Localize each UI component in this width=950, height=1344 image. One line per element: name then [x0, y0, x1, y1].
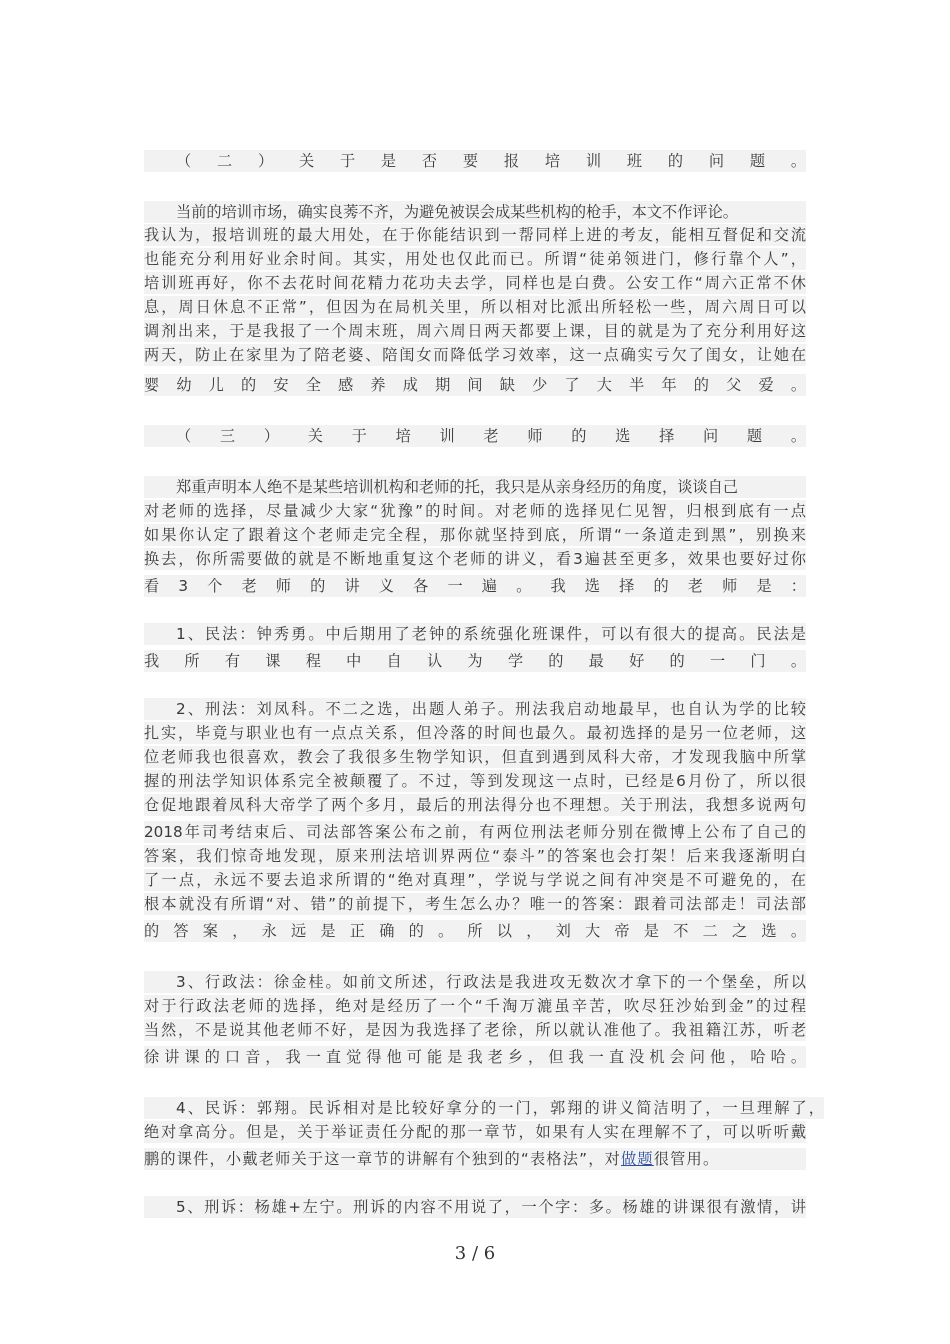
paragraph-line: 了一点，永远不要去追求所谓的“绝对真理”，学说与学说之间有冲突是不可避免的，在 — [144, 871, 806, 889]
paragraph-line: 当然，不是说其他老师不好，是因为我选择了老徐，所以就认准他了。我祖籍江苏，听老 — [144, 1021, 806, 1039]
paragraph-line: 握的刑法学知识体系完全被颠覆了。不过，等到发现这一点时，已经是6月份了，所以很 — [144, 772, 806, 790]
page-number: 3 / 6 — [454, 1243, 496, 1264]
paragraph-line: 两天，防止在家里为了陪老婆、陪闺女而降低学习效率，这一点确实亏欠了闺女，让她在 — [144, 346, 806, 364]
paragraph-line: 绝对拿高分。但是，关于举证责任分配的那一章节，如果有人实在理解不了，可以听听戴 — [144, 1123, 806, 1141]
paragraph-line: 2018年司考结束后、司法部答案公布之前，有两位刑法老师分别在微博上公布了自己的 — [144, 823, 806, 841]
paragraph-line: 徐讲课的口音，我一直觉得他可能是我老乡，但我一直没机会问他，哈哈。 — [144, 1048, 806, 1066]
paragraph-line: 扎实，毕竟与职业也有一点点关系，但冷落的时间也最久。最初选择的是另一位老师，这 — [144, 724, 806, 742]
practice-link[interactable]: 做题 — [621, 1150, 654, 1168]
paragraph-line: 婴幼儿的安全感养成期间缺少了大半年的父爱。 — [144, 376, 806, 394]
paragraph-line: 对于行政法老师的选择，绝对是经历了一个“千淘万漉虽辛苦，吹尽狂沙始到金”的过程 — [144, 997, 806, 1015]
paragraph-line: 调剂出来，于是我报了一个周末班，周六周日两天都要上课，目的就是为了充分利用好这 — [144, 322, 806, 340]
section-heading-2: （二）关于是否要报培训班的问题。 — [144, 150, 806, 172]
paragraph-line: 我认为，报培训班的最大用处，在于你能结识到一帮同样上进的考友，能相互督促和交流 — [144, 226, 806, 244]
paragraph-line: 1、民法：钟秀勇。中后期用了老钟的系统强化班课件，可以有很大的提高。民法是 — [144, 623, 806, 645]
paragraph-text: 很管用。 — [653, 1150, 720, 1168]
paragraph-line: 5、刑诉：杨雄+左宁。刑诉的内容不用说了，一个字：多。杨雄的讲课很有激情，讲 — [144, 1196, 806, 1218]
paragraph-line: 看3个老师的讲义各一遍。我选择的老师是： — [144, 577, 806, 595]
paragraph-line: 换去，你所需要做的就是不断地重复这个老师的讲义，看3遍甚至更多，效果也要好过你 — [144, 550, 806, 568]
paragraph-line: 也能充分利用好业余时间。其实，用处也仅此而已。所谓“徒弟领进门，修行靠个人”， — [144, 250, 806, 268]
section-heading-3: （三）关于培训老师的选择问题。 — [144, 425, 806, 447]
paragraph-line: 培训班再好，你不去花时间花精力花功夫去学，同样也是白费。公安工作“周六正常不休 — [144, 274, 806, 292]
paragraph-line: 当前的培训市场，确实良莠不齐，为避免被误会成某些机构的枪手，本文不作评论。 — [144, 201, 806, 223]
paragraph-line: 位老师我也很喜欢，教会了我很多生物学知识，但直到遇到凤科大帝，才发现我脑中所掌 — [144, 748, 806, 766]
paragraph-line: 仓促地跟着凤科大帝学了两个多月，最后的刑法得分也不理想。关于刑法，我想多说两句 — [144, 796, 806, 814]
paragraph-line: 如果你认定了跟着这个老师走完全程，那你就坚持到底，所谓“一条道走到黑”，别换来 — [144, 526, 806, 544]
paragraph-line: 的答案，永远是正确的。所以，刘大帝是不二之选。 — [144, 922, 806, 940]
paragraph-line: 我所有课程中自认为学的最好的一门。 — [144, 652, 806, 670]
paragraph-line: 郑重声明本人绝不是某些培训机构和老师的托，我只是从亲身经历的角度，谈谈自己 — [144, 476, 806, 498]
paragraph-line: 答案，我们惊奇地发现，原来刑法培训界两位“泰斗”的答案也会打架！后来我逐渐明白 — [144, 847, 806, 865]
paragraph-line: 4、民诉：郭翔。民诉相对是比较好拿分的一门，郭翔的讲义简洁明了，一旦理解了， — [144, 1097, 824, 1119]
paragraph-line: 2、刑法：刘凤科。不二之选，出题人弟子。刑法我启动地最早，也自认为学的比较 — [144, 698, 806, 720]
paragraph-line: 息，周日休息不正常”，但因为在局机关里，所以相对比派出所轻松一些，周六周日可以 — [144, 298, 806, 316]
paragraph-line-with-link — [144, 1148, 806, 1170]
paragraph-line: 对老师的选择，尽量减少大家“犹豫”的时间。对老师的选择见仁见智，归根到底有一点 — [144, 502, 806, 520]
paragraph-line: 3、行政法：徐金桂。如前文所述，行政法是我进攻无数次才拿下的一个堡垒，所以 — [144, 971, 806, 993]
paragraph-text: 鹏的课件，小戴老师关于这一章节的讲解有个独到的“表格法”，对 — [144, 1150, 621, 1168]
paragraph-line: 根本就没有所谓“对、错”的前提下，考生怎么办？唯一的答案：跟着司法部走！司法部 — [144, 895, 806, 913]
